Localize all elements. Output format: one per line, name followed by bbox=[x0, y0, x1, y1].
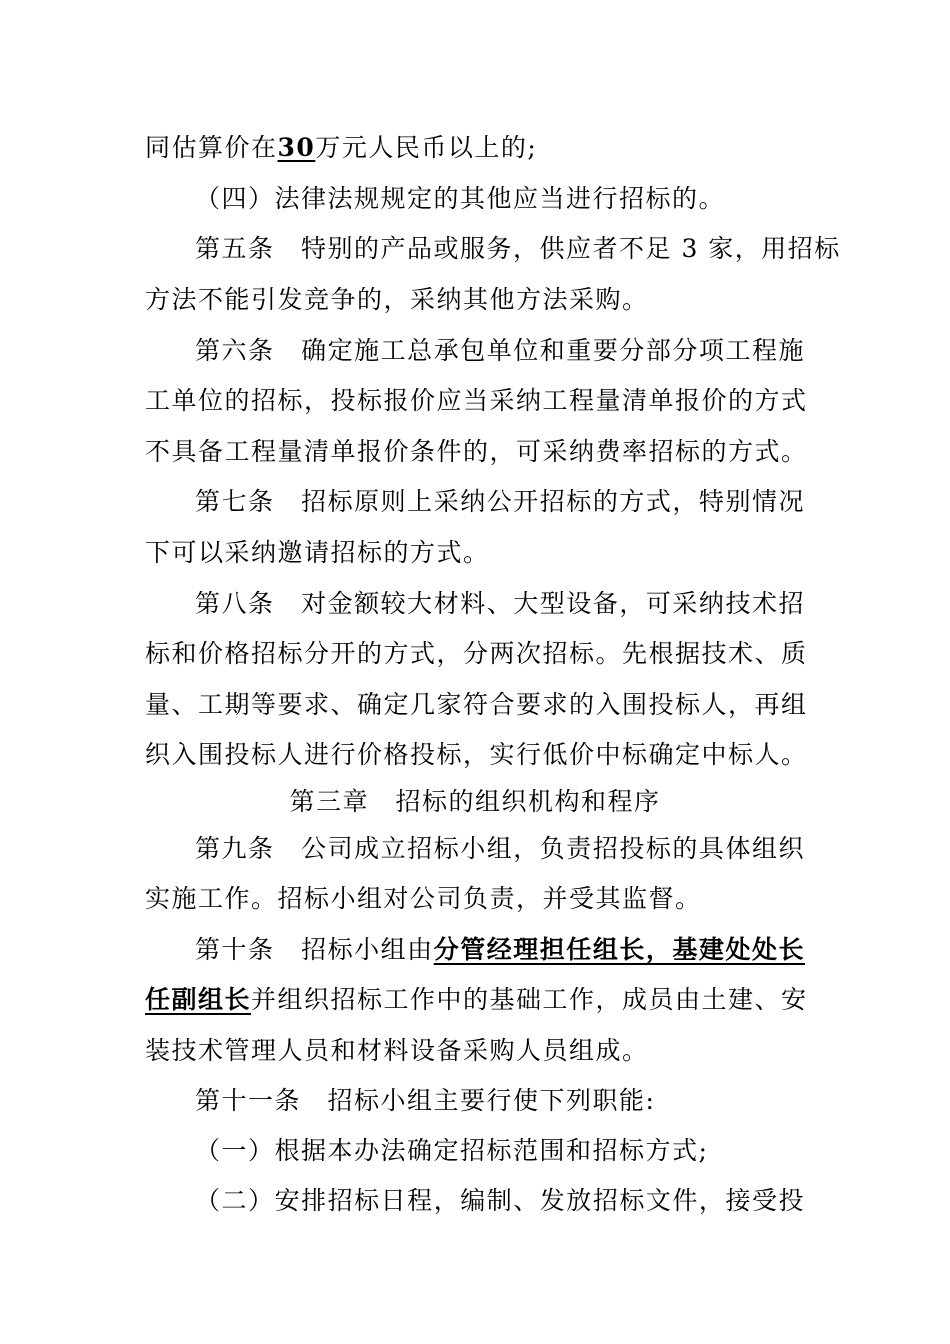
text-line: 实施工作。招标小组对公司负责，并受其监督。 bbox=[145, 884, 702, 913]
article-7-line: 第七条 招标原则上采纳公开招标的方式，特别情况 bbox=[195, 487, 805, 516]
text-line: 量、工期等要求、确定几家符合要求的入围投标人，再组 bbox=[145, 690, 808, 719]
article-6-line: 第六条 确定施工总承包单位和重要分部分项工程施 bbox=[195, 336, 805, 365]
text-line bbox=[145, 983, 808, 1017]
text-line: （四）法律法规规定的其他应当进行招标的。 bbox=[195, 184, 726, 213]
text-span: 并组织招标工作中的基础工作，成员由土建、安 bbox=[251, 985, 808, 1014]
emphasis-text: 分管经理担任组长，基建处处长 bbox=[433, 935, 805, 964]
text-line: 织入围投标人进行价格投标，实行低价中标确定中标人。 bbox=[145, 740, 808, 769]
article-5-line: 第五条 特别的产品或服务，供应者不足 3 家，用招标 bbox=[195, 234, 841, 263]
text-line: 下可以采纳邀请招标的方式。 bbox=[145, 538, 490, 567]
text-line bbox=[145, 131, 805, 165]
amount-number: 30 bbox=[277, 133, 316, 162]
text-span: 万元人民币以上的; bbox=[315, 133, 538, 162]
article-8-line: 第八条 对金额较大材料、大型设备，可采纳技术招 bbox=[195, 589, 805, 618]
emphasis-text: 任副组长 bbox=[145, 985, 252, 1014]
article-10-line bbox=[195, 933, 805, 967]
text-line: 装技术管理人员和材料设备采购人员组成。 bbox=[145, 1036, 649, 1065]
text-line: 方法不能引发竞争的，采纳其他方法采购。 bbox=[145, 285, 649, 314]
text-line: 标和价格招标分开的方式，分两次招标。先根据技术、质 bbox=[145, 639, 808, 668]
text-line: 工单位的招标，投标报价应当采纳工程量清单报价的方式 bbox=[145, 386, 808, 415]
list-item: （一）根据本办法确定招标范围和招标方式; bbox=[195, 1136, 709, 1165]
article-9-line: 第九条 公司成立招标小组，负责招投标的具体组织 bbox=[195, 834, 805, 863]
article-11-line: 第十一条 招标小组主要行使下列职能: bbox=[195, 1086, 656, 1115]
list-item: （二）安排招标日程，编制、发放招标文件，接受投 bbox=[195, 1186, 805, 1215]
text-span: 第十条 招标小组由 bbox=[195, 935, 434, 964]
text-span: 同估算价在 bbox=[145, 133, 278, 162]
chapter-heading: 第三章 招标的组织机构和程序 bbox=[289, 787, 661, 816]
text-line: 不具备工程量清单报价条件的，可采纳费率招标的方式。 bbox=[145, 437, 808, 466]
